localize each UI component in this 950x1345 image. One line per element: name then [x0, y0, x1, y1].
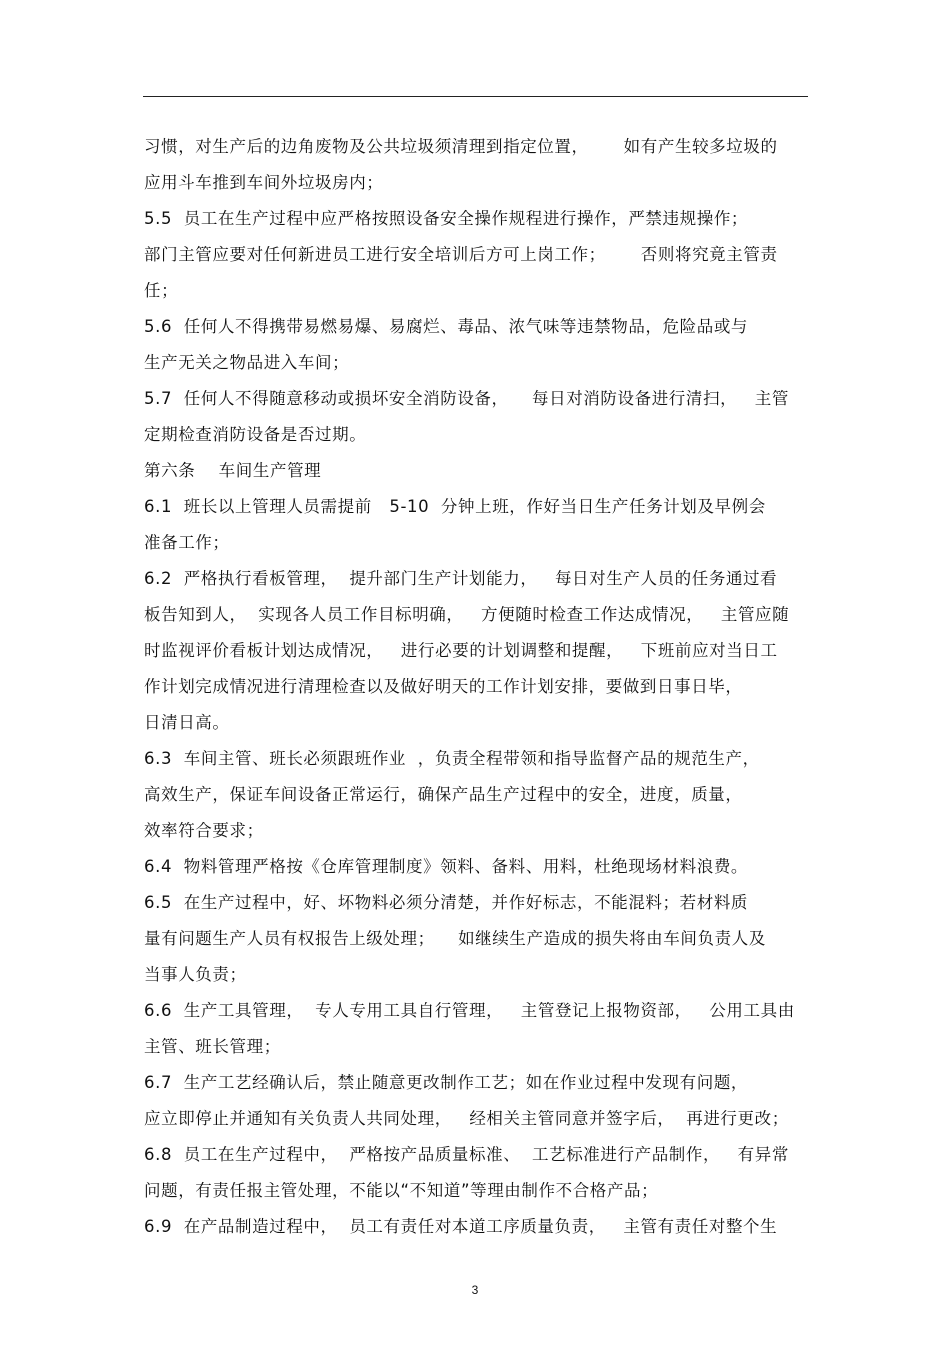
page-number: 3 — [471, 1283, 479, 1297]
text-line: 主管、班长管理； — [144, 1037, 281, 1056]
text-line: 6.2 严格执行看板管理， 提升部门生产计划能力， 每日对生产人员的任务通过看 — [144, 569, 778, 588]
text-line: 当事人负责； — [144, 965, 247, 984]
text-line: 5.6 任何人不得携带易燃易爆、易腐烂、毒品、浓气味等违禁物品，危险品或与 — [144, 317, 749, 336]
text-line: 6.1 班长以上管理人员需提前 5-10 分钟上班，作好当日生产任务计划及早例会 — [144, 497, 766, 516]
text-line: 量有问题生产人员有权报告上级处理； 如继续生产造成的损失将由车间负责人及 — [144, 929, 766, 948]
header-rule — [143, 96, 808, 97]
text-line: 高效生产，保证车间设备正常运行，确保产品生产过程中的安全，进度，质量， — [144, 785, 743, 804]
text-line: 5.7 任何人不得随意移动或损坏安全消防设备， 每日对消防设备进行清扫， 主管 — [144, 389, 789, 408]
text-line: 部门主管应要对任何新进员工进行安全培训后方可上岗工作； 否则将究竟主管责 — [144, 245, 778, 264]
text-line: 作计划完成情况进行清理检查以及做好明天的工作计划安排，要做到日事日毕， — [144, 677, 743, 696]
text-line: 6.8 员工在生产过程中， 严格按产品质量标准、 工艺标准进行产品制作， 有异常 — [144, 1145, 789, 1164]
text-line: 6.3 车间主管、班长必须跟班作业 ，负责全程带领和指导监督产品的规范生产， — [144, 749, 760, 768]
text-line: 应用斗车推到车间外垃圾房内； — [144, 173, 384, 192]
text-line: 问题，有责任报主管处理，不能以“不知道”等理由制作不合格产品； — [144, 1181, 659, 1200]
text-line: 定期检查消防设备是否过期。 — [144, 425, 367, 444]
text-line: 时监视评价看板计划达成情况， 进行必要的计划调整和提醒， 下班前应对当日工 — [144, 641, 778, 660]
text-line: 6.4 物料管理严格按《仓库管理制度》领料、备料、用料，杜绝现场材料浪费。 — [144, 857, 749, 876]
text-line: 效率符合要求； — [144, 821, 264, 840]
text-line: 第六条 车间生产管理 — [144, 461, 322, 480]
text-line: 板告知到人， 实现各人员工作目标明确， 方便随时检查工作达成情况， 主管应随 — [144, 605, 790, 624]
text-line: 生产无关之物品进入车间； — [144, 353, 350, 372]
text-line: 6.7 生产工艺经确认后，禁止随意更改制作工艺；如在作业过程中发现有问题， — [144, 1073, 749, 1092]
text-line: 6.6 生产工具管理， 专人专用工具自行管理， 主管登记上报物资部， 公用工具由 — [144, 1001, 795, 1020]
text-line: 准备工作； — [144, 533, 230, 552]
body-text — [144, 133, 809, 1249]
text-line: 应立即停止并通知有关负责人共同处理， 经相关主管同意并签字后， 再进行更改； — [144, 1109, 789, 1128]
text-line: 任； — [144, 281, 179, 300]
text-line: 6.9 在产品制造过程中， 员工有责任对本道工序质量负责， 主管有责任对整个生 — [144, 1217, 778, 1236]
text-line: 6.5 在生产过程中，好、坏物料必须分清楚，并作好标志，不能混料；若材料质 — [144, 893, 749, 912]
text-line: 习惯，对生产后的边角废物及公共垃圾须清理到指定位置， 如有产生较多垃圾的 — [144, 137, 778, 156]
text-line: 日清日高。 — [144, 713, 230, 732]
text-line: 5.5 员工在生产过程中应严格按照设备安全操作规程进行操作，严禁违规操作； — [144, 209, 749, 228]
